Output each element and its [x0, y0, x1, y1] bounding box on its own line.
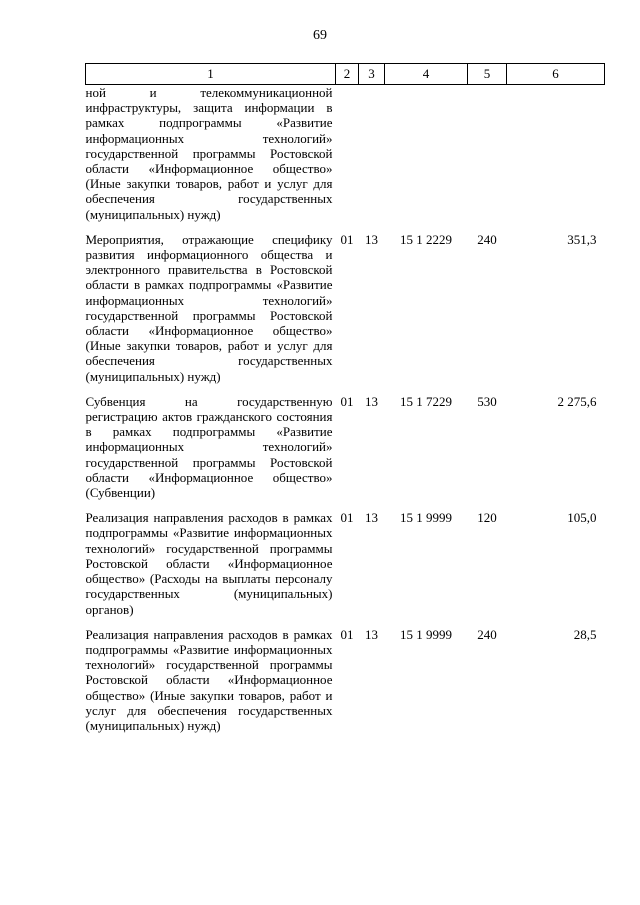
row-name: Субвенция на государственную регистрацию актов гражданского состояния в рамках подпрограммы «Развитие информационных технологий» государственной программы Ростовской области «Информационное общество» (Субвенции): [85, 393, 333, 501]
row-name: Реализация направления расходов в рамках подпрограммы «Развитие информационных технологий» государственной программы Ростовской области «Информационное общество» (Иные закупки товаров, работ и услуг для обеспечения государственных (муниципальных) нужд): [85, 626, 333, 733]
budget-table: [85, 63, 605, 733]
row-vr: 120: [477, 510, 497, 526]
column-header: 4: [385, 64, 468, 85]
page-number: 69: [313, 28, 327, 43]
row-sum: 351,3: [567, 231, 597, 247]
row-rz: 01: [340, 393, 354, 409]
row-pr: 13: [365, 231, 378, 247]
row-csr: 15 1 7229: [400, 393, 452, 409]
row-sum: 2 275,6: [557, 393, 597, 409]
row-rz: 01: [340, 626, 354, 642]
column-header: 6: [507, 64, 605, 85]
column-header: 2: [336, 64, 359, 85]
table-row: [86, 85, 605, 222]
table-row: [86, 627, 605, 733]
row-vr: 240: [477, 231, 497, 247]
row-csr: 15 1 2229: [400, 231, 452, 247]
row-vr: 240: [477, 626, 497, 642]
row-csr: 15 1 9999: [400, 626, 452, 642]
table-row: [86, 394, 605, 500]
row-csr: 15 1 9999: [400, 510, 452, 526]
table-row: [86, 510, 605, 616]
table-row: [86, 232, 605, 384]
row-rz: 01: [340, 231, 354, 247]
column-header: 3: [359, 64, 385, 85]
row-sum: 105,0: [567, 510, 597, 526]
row-rz: 01: [340, 510, 354, 526]
row-pr: 13: [365, 510, 378, 526]
column-header: 1: [86, 64, 336, 85]
row-pr: 13: [365, 393, 378, 409]
row-vr: 530: [477, 393, 497, 409]
row-pr: 13: [365, 626, 378, 642]
row-sum: 28,5: [573, 626, 597, 642]
column-header: 5: [468, 64, 507, 85]
continuation-name: ной и телекоммуникационной инфраструктуры, защита информации в рамках подпрограммы «Развитие информационных технологий» государственной программы Ростовской области «Информационное общество» (Иные закупки товаров, работ и услуг для обеспечения государственных (муниципальных) нужд): [85, 85, 333, 222]
table-header-row: [86, 64, 605, 85]
row-name: Реализация направления расходов в рамках подпрограммы «Развитие информационных технологий» государственной программы Ростовской области «Информационное общество» (Расходы на выплаты персоналу государственных (муниципальных) органов): [85, 510, 333, 617]
row-name: Мероприятия, отражающие специфику развития информационного общества и электронного правительства в Ростовской области в рамках подпрограммы «Развитие информационных технологий» государственной программы Ростовской области «Информационное общество» (Иные закупки товаров, работ и услуг для обеспечения государственных (муниципальных) нужд): [85, 231, 333, 384]
